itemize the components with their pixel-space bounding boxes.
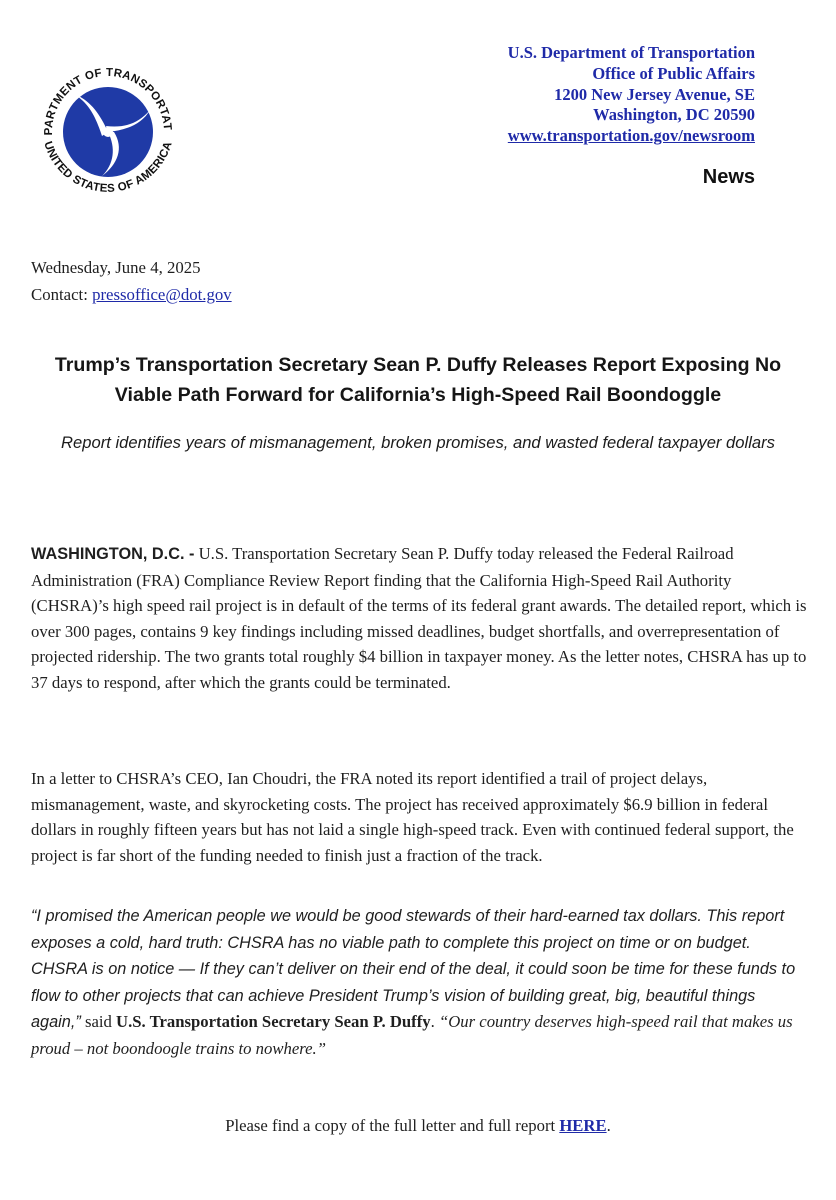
headline: Trump’s Transportation Secretary Sean P. Duffy Releases Report Exposing No Viable Path Forward for California’s High-Speed Rail Boondoggle: [54, 354, 782, 406]
paragraph-1: [31, 541, 807, 695]
seal-bottom-text: UNITED STATES OF AMERICA: [41, 140, 175, 195]
seal-top-text: PARTMENT OF TRANSPORTAT: [42, 66, 174, 136]
secretary-quote-1: “I promised the American people we would be good stewards of their hard-earned tax dollars. This report exposes a cold, hard truth: CHSRA has no viable path to complete this project on time or on budget. CHSRA is on notice — If they can’t deliver on their end of the deal, it could soon be time for these funds to flow to other projects that can achieve President Trump’s vision of building great, big, beautiful things again,”: [31, 907, 796, 1031]
closing-period: .: [606, 1116, 611, 1135]
release-meta: [31, 254, 232, 308]
paragraph-1-text: U.S. Transportation Secretary Sean P. Duffy today released the Federal Railroad Administration (FRA) Compliance Review Report finding that the California High-Speed Rail Authority (CHSRA)’s high speed rail project is in default of the terms of its federal grant awards. The detailed report, which is over 300 pages, contains 9 key findings including missed deadlines, budget shortfalls, and overrepresentation of projected ridership. The two grants total roughly $4 billion in taxpayer money. As the letter notes, CHSRA has up to 37 days to respond, after which the grants could be terminated.: [31, 544, 807, 692]
seal-center-dot: [103, 127, 113, 137]
closing-line: [0, 1116, 836, 1136]
paragraph-2: In a letter to CHSRA’s CEO, Ian Choudri, the FRA noted its report identified a trail of project delays, mismanagement, waste, and skyrocketing costs. The project has received approximately $6.9 billion in federal dollars in roughly fifteen years but has not laid a single high-speed track. Even with continued federal support, the project is far short of the funding needed to finish just a fraction of the track.: [31, 769, 794, 865]
agency-office: Office of Public Affairs: [592, 63, 755, 83]
dot-seal-graphic: [30, 44, 186, 210]
dateline: WASHINGTON, D.C. -: [31, 545, 195, 563]
secretary-quote-2: “Our country deserves high-speed rail that makes us proud – not boondoogle trains to nowhere.”: [31, 1012, 793, 1058]
attribution-period: .: [430, 1012, 439, 1031]
subheadline: Report identifies years of mismanagement, broken promises, and wasted federal taxpayer dollars: [61, 433, 775, 452]
contact-email-link[interactable]: pressoffice@dot.gov: [92, 285, 232, 304]
news-label: News: [702, 166, 755, 188]
paragraph-3: [31, 903, 807, 1061]
release-date: Wednesday, June 4, 2025: [31, 258, 201, 277]
contact-line: [31, 281, 232, 308]
agency-address-block: [508, 43, 755, 147]
newsroom-link[interactable]: www.transportation.gov/newsroom: [507, 126, 755, 146]
closing-text: Please find a copy of the full letter and full report: [225, 1116, 560, 1135]
quote-attribution: U.S. Transportation Secretary Sean P. Duffy: [116, 1012, 431, 1031]
contact-label: Contact:: [31, 285, 93, 304]
report-link[interactable]: HERE: [559, 1116, 607, 1135]
said-text: said: [80, 1012, 117, 1031]
agency-street: 1200 New Jersey Avenue, SE: [554, 84, 755, 104]
agency-name: U.S. Department of Transportation: [507, 43, 755, 62]
dot-seal-logo: [30, 44, 186, 214]
agency-city: Washington, DC 20590: [593, 105, 755, 125]
